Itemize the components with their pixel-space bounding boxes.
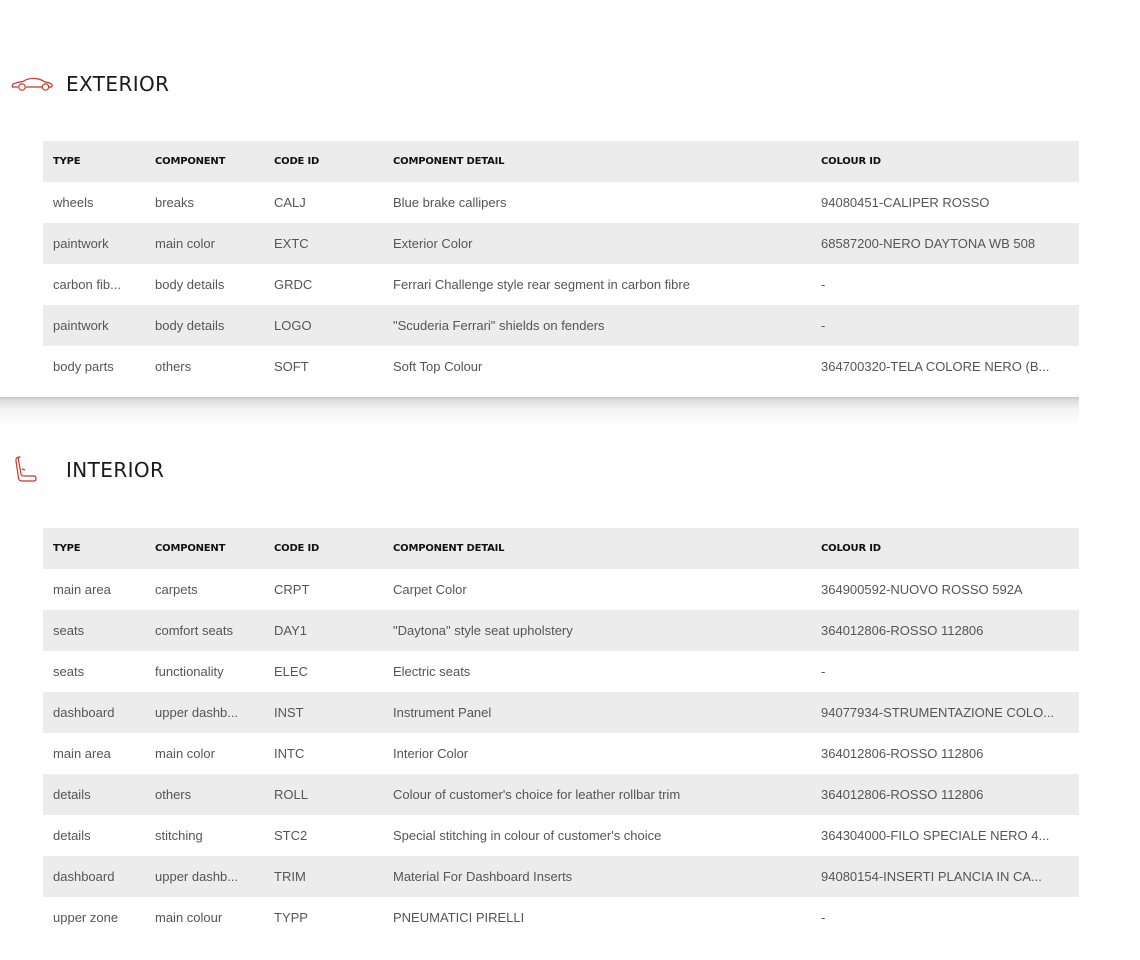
cell-component-detail: Material For Dashboard Inserts	[383, 856, 811, 897]
cell-code-id: CRPT	[264, 569, 383, 610]
cell-type: body parts	[43, 346, 145, 387]
cell-component-detail: Carpet Color	[383, 569, 811, 610]
cell-colour-id: 68587200-NERO DAYTONA WB 508	[811, 223, 1079, 264]
cell-component: main color	[145, 733, 264, 774]
table-row	[43, 569, 1079, 610]
table-row	[43, 651, 1079, 692]
cell-type: main area	[43, 733, 145, 774]
cell-colour-id: 364012806-ROSSO 112806	[811, 610, 1079, 651]
exterior-header	[10, 70, 169, 98]
table-row	[43, 305, 1079, 346]
table-row	[43, 897, 1079, 938]
cell-component-detail: "Scuderia Ferrari" shields on fenders	[383, 305, 811, 346]
cell-component: breaks	[145, 182, 264, 223]
cell-component: carpets	[145, 569, 264, 610]
cell-code-id: SOFT	[264, 346, 383, 387]
cell-code-id: EXTC	[264, 223, 383, 264]
cell-code-id: CALJ	[264, 182, 383, 223]
table-row	[43, 815, 1079, 856]
cell-component: others	[145, 346, 264, 387]
table-row	[43, 774, 1079, 815]
exterior-table	[43, 141, 1079, 387]
cell-component-detail: Colour of customer's choice for leather rollbar trim	[383, 774, 811, 815]
cell-component-detail: "Daytona" style seat upholstery	[383, 610, 811, 651]
cell-type: wheels	[43, 182, 145, 223]
cell-code-id: INST	[264, 692, 383, 733]
exterior-title: EXTERIOR	[66, 72, 170, 96]
interior-header	[10, 456, 164, 484]
cell-code-id: TYPP	[264, 897, 383, 938]
cell-code-id: INTC	[264, 733, 383, 774]
cell-colour-id: -	[811, 897, 1079, 938]
column-header-code-id: CODE ID	[264, 528, 383, 569]
cell-type: upper zone	[43, 897, 145, 938]
cell-colour-id: 364900592-NUOVO ROSSO 592A	[811, 569, 1079, 610]
table-row	[43, 733, 1079, 774]
cell-code-id: ROLL	[264, 774, 383, 815]
cell-type: carbon fib...	[43, 264, 145, 305]
column-header-code-id: CODE ID	[264, 141, 383, 182]
table-row	[43, 182, 1079, 223]
cell-component-detail: Interior Color	[383, 733, 811, 774]
table-row	[43, 346, 1079, 387]
table-row	[43, 692, 1079, 733]
table-row	[43, 264, 1079, 305]
cell-colour-id: 364700320-TELA COLORE NERO (B...	[811, 346, 1079, 387]
cell-component: body details	[145, 305, 264, 346]
cell-component-detail: Exterior Color	[383, 223, 811, 264]
cell-colour-id: 364012806-ROSSO 112806	[811, 774, 1079, 815]
cell-component-detail: Special stitching in colour of customer's choice	[383, 815, 811, 856]
table-header-row	[43, 528, 1079, 569]
cell-colour-id: 364012806-ROSSO 112806	[811, 733, 1079, 774]
section-divider	[0, 397, 1079, 427]
cell-code-id: LOGO	[264, 305, 383, 346]
cell-colour-id: 364304000-FILO SPECIALE NERO 4...	[811, 815, 1079, 856]
interior-table	[43, 528, 1079, 938]
cell-colour-id: -	[811, 305, 1079, 346]
cell-component: upper dashb...	[145, 856, 264, 897]
column-header-type: TYPE	[43, 141, 145, 182]
cell-component-detail: Instrument Panel	[383, 692, 811, 733]
cell-component: comfort seats	[145, 610, 264, 651]
cell-code-id: STC2	[264, 815, 383, 856]
cell-colour-id: -	[811, 651, 1079, 692]
cell-component: stitching	[145, 815, 264, 856]
cell-component: upper dashb...	[145, 692, 264, 733]
cell-type: seats	[43, 651, 145, 692]
table-row	[43, 223, 1079, 264]
cell-component: body details	[145, 264, 264, 305]
seat-icon	[10, 456, 54, 484]
cell-component-detail: Blue brake callipers	[383, 182, 811, 223]
cell-component: others	[145, 774, 264, 815]
cell-component-detail: Soft Top Colour	[383, 346, 811, 387]
cell-type: seats	[43, 610, 145, 651]
table-header-row	[43, 141, 1079, 182]
cell-type: main area	[43, 569, 145, 610]
cell-colour-id: 94077934-STRUMENTAZIONE COLO...	[811, 692, 1079, 733]
interior-title: INTERIOR	[66, 458, 165, 482]
cell-type: details	[43, 774, 145, 815]
table-row	[43, 856, 1079, 897]
cell-component: functionality	[145, 651, 264, 692]
column-header-component: COMPONENT	[145, 141, 264, 182]
cell-colour-id: -	[811, 264, 1079, 305]
column-header-component-detail: COMPONENT DETAIL	[383, 141, 811, 182]
cell-component: main color	[145, 223, 264, 264]
column-header-type: TYPE	[43, 528, 145, 569]
column-header-component-detail: COMPONENT DETAIL	[383, 528, 811, 569]
cell-colour-id: 94080154-INSERTI PLANCIA IN CA...	[811, 856, 1079, 897]
column-header-colour-id: COLOUR ID	[811, 528, 1079, 569]
cell-code-id: GRDC	[264, 264, 383, 305]
cell-colour-id: 94080451-CALIPER ROSSO	[811, 182, 1079, 223]
cell-code-id: TRIM	[264, 856, 383, 897]
cell-component-detail: Electric seats	[383, 651, 811, 692]
cell-component-detail: Ferrari Challenge style rear segment in carbon fibre	[383, 264, 811, 305]
column-header-colour-id: COLOUR ID	[811, 141, 1079, 182]
cell-type: dashboard	[43, 856, 145, 897]
cell-component: main colour	[145, 897, 264, 938]
cell-component-detail: PNEUMATICI PIRELLI	[383, 897, 811, 938]
cell-code-id: DAY1	[264, 610, 383, 651]
cell-code-id: ELEC	[264, 651, 383, 692]
car-icon	[10, 70, 54, 98]
table-row	[43, 610, 1079, 651]
cell-type: paintwork	[43, 305, 145, 346]
cell-type: paintwork	[43, 223, 145, 264]
column-header-component: COMPONENT	[145, 528, 264, 569]
cell-type: details	[43, 815, 145, 856]
cell-type: dashboard	[43, 692, 145, 733]
